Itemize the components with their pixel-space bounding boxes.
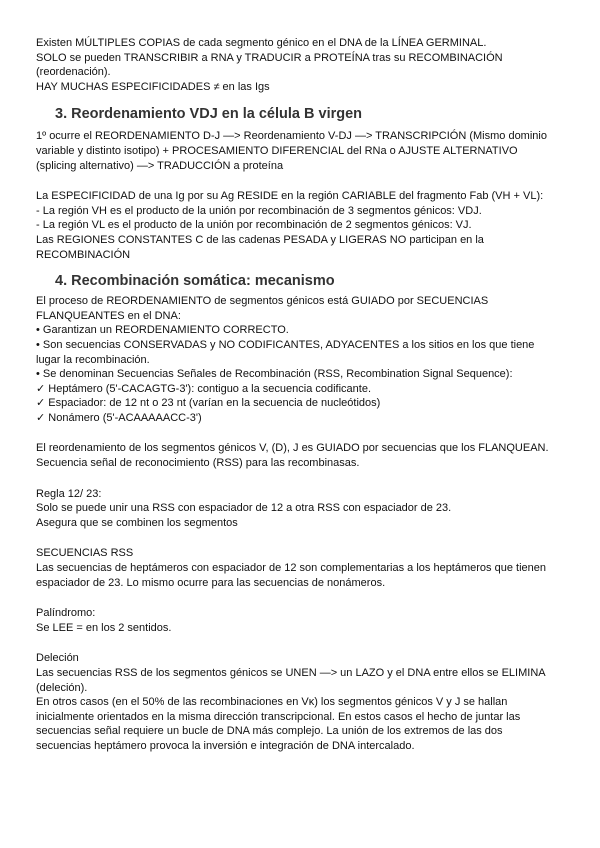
checklist-item: ✓ Espaciador: de 12 nt o 23 nt (varían en la secuencia de nucleótidos) <box>36 397 381 410</box>
checklist-item: ✓ Nonámero (5'-ACAAAAACC-3') <box>36 411 202 424</box>
text-line: secuencias señal requiere un bucle de DNA más complejo. La unión de los extremos de las dos <box>36 725 503 738</box>
section-3-paragraph-1 <box>36 129 564 173</box>
text-line: - La región VL es el producto de la unión por recombinación de 2 segmentos génicos: VJ. <box>36 219 472 232</box>
text-line: La ESPECIFICIDAD de una Ig por su Ag RESIDE en la región CARIABLE del fragmento Fab (VH + VL): <box>36 190 544 203</box>
section-4-paragraph-1 <box>36 294 564 425</box>
text-line: SECUENCIAS RSS <box>36 547 134 560</box>
text-line: lugar la recombinación. <box>36 353 150 366</box>
text-line: Las secuencias de heptámeros con espaciador de 12 son complementarias a los heptámeros que tienen <box>36 562 546 575</box>
text-line: El proceso de REORDENAMIENTO de segmentos génicos está GUIADO por SECUENCIAS <box>36 295 489 308</box>
section-3-heading: 3. Reordenamiento VDJ en la célula B virgen <box>55 106 363 123</box>
text-line: Existen MÚLTIPLES COPIAS de cada segmento génico en el DNA de la LÍNEA GERMINAL. <box>36 37 487 49</box>
intro-paragraph <box>36 36 564 94</box>
list-item: • Son secuencias CONSERVADAS y NO CODIFICANTES, ADYACENTES a los sitios en los que tiene <box>36 338 535 351</box>
text-line: (reordenación). <box>36 66 111 79</box>
rss-sequences-paragraph <box>36 546 564 590</box>
text-line: Deleción <box>36 652 79 665</box>
list-item: • Se denominan Secuencias Señales de Recombinación (RSS, Recombination Signal Sequence): <box>36 368 513 381</box>
text-line: RECOMBINACIÓN <box>36 248 131 261</box>
text-line: Las secuencias RSS de los segmentos génicos se UNEN —> un LAZO y el DNA entre ellos se ELIMINA <box>36 667 546 679</box>
text-line: Se LEE = en los 2 sentidos. <box>36 621 172 634</box>
text-line: (splicing alternativo) —> TRADUCCIÓN a proteína <box>36 159 284 172</box>
text-line: El reordenamiento de los segmentos génicos V, (D), J es GUIADO por secuencias que los FLANQUEAN. <box>36 442 549 455</box>
text-line: variable y distinto isotipo) + PROCESAMIENTO DIFERENCIAL del RNa o AJUSTE ALTERNATIVO <box>36 144 518 157</box>
text-line: (deleción). <box>36 681 88 694</box>
text-line: Asegura que se combinen los segmentos <box>36 516 238 529</box>
rule-12-23-paragraph <box>36 487 564 531</box>
palindrome-paragraph <box>36 606 564 635</box>
text-line: Palíndromo: <box>36 607 96 620</box>
text-line: HAY MUCHAS ESPECIFICIDADES ≠ en las Igs <box>36 80 270 93</box>
checklist-item: ✓ Heptámero (5'-CACAGTG-3'): contiguo a la secuencia codificante. <box>36 382 372 395</box>
text-line: Solo se puede unir una RSS con espaciador de 12 a otra RSS con espaciador de 23. <box>36 502 452 515</box>
section-3-paragraph-2 <box>36 189 564 262</box>
list-item: • Garantizan un REORDENAMIENTO CORRECTO. <box>36 324 289 337</box>
deletion-paragraph <box>36 651 564 753</box>
text-line: Secuencia señal de reconocimiento (RSS) para las recombinasas. <box>36 457 360 470</box>
text-line: secuencias heptámero provoca la inversión e integración de DNA intercalado. <box>36 739 415 752</box>
section-4-heading: 4. Recombinación somática: mecanismo <box>55 273 335 290</box>
text-line: SOLO se pueden TRANSCRIBIR a RNA y TRADUCIR a PROTEÍNA tras su RECOMBINACIÓN <box>36 51 503 64</box>
text-line: 1º ocurre el REORDENAMIENTO D-J —> Reordenamiento V-DJ —> TRANSCRIPCIÓN (Mismo dominio <box>36 130 547 143</box>
text-line: FLANQUEANTES en el DNA: <box>36 309 181 322</box>
text-line: Las REGIONES CONSTANTES C de las cadenas PESADA y LIGERAS NO participan en la <box>36 233 484 246</box>
text-line: En otros casos (en el 50% de las recombinaciones en Vκ) los segmentos génicos V y J se hallan <box>36 696 508 709</box>
section-4-paragraph-2 <box>36 441 564 470</box>
text-line: Regla 12/ 23: <box>36 487 102 500</box>
text-line: - La región VH es el producto de la unión por recombinación de 3 segmentos génicos: VDJ. <box>36 204 482 217</box>
text-line: inicialmente orientados en la misma dirección transcripcional. En estos casos el hecho de juntar las <box>36 710 521 723</box>
text-line: espaciador de 23. Lo mismo ocurre para las secuencias de nonámeros. <box>36 576 386 589</box>
